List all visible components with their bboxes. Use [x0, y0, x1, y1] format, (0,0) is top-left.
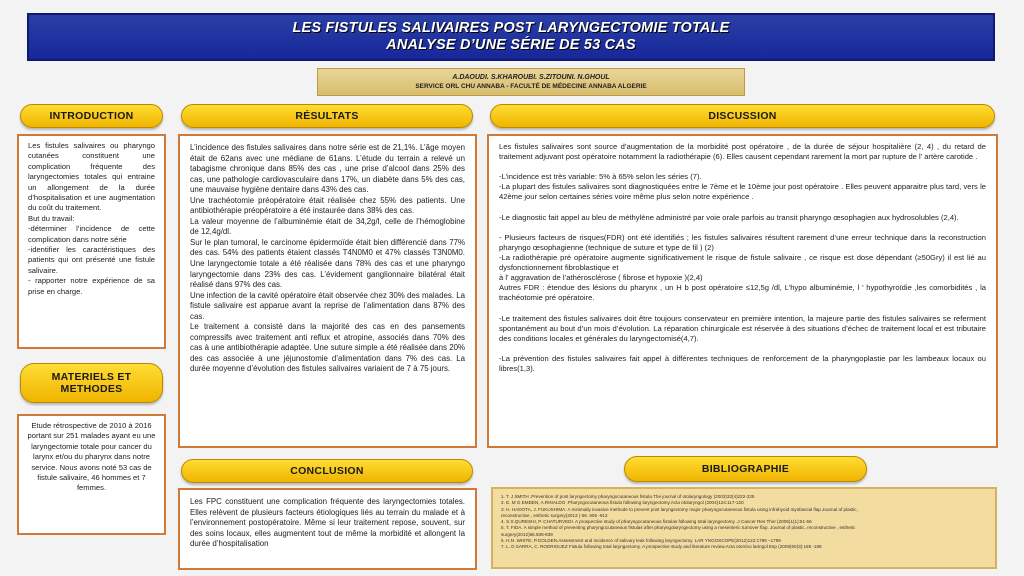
- discussion-box: [487, 134, 998, 448]
- conclusion-box: [178, 488, 477, 570]
- discussion-paragraph: -La radiothérapie pré opératoire augmente significativement le risque de fistule salivaire , ce risque est dose dépendant (≥50Gry) il est lié au dysfonctionnement fibroblastique et: [499, 253, 986, 273]
- intro-objective-3: - rapporter notre expérience de sa prise en charge.: [28, 276, 155, 296]
- discussion-paragraph: Les fistules salivaires sont source d’augmentation de la morbidité post opératoire , de la durée de séjour hospitalière (2, 4) , du retard de traitement adjuvant post opératoire notamment la radiothérapie (6). Elles causent cependant rarement la mort par rupture de l’ artère carotide .: [499, 142, 986, 162]
- bibliography-entry: 4. S.S.QURESHI, P. CHATURVEDI. A prospective study of pharyngocutaneous fistulas following total laryngectomy .J Cancer Res Ther (2005)1(1):51-56: [501, 519, 812, 525]
- introduction-text: [19, 136, 164, 301]
- discussion-paragraph: Autres FDR : étendue des lésions du pharynx , un H b post opératoire ≤12,5g /dl, L’hypo albuminémie, l ’ hypothyroïdie ,les comorbidités , la trachéotomie pré opératoire.: [499, 283, 986, 303]
- materiels-heading: [20, 363, 163, 403]
- resultats-paragraph: Une trachéotomie préopératoire était réalisée chez 55% des patients. Une antibiothérapie préopératoire a été instaurée dans 38% des cas.: [190, 195, 465, 216]
- resultats-paragraph: L’incidence des fistules salivaires dans notre série est de 21,1%. L’âge moyen était de 62ans avec une médiane de 61ans. L’étude du terrain a relevé un tabagisme chronique dans 85% des cas , une prise d’alcool dans 25% des cas, une pathologie cardiovasculaire dans 17%, un diabète dans 5% des cas, une mauvaise hygiène dentaire dans 43% des cas.: [190, 143, 465, 195]
- resultats-heading: [181, 104, 473, 128]
- bibliographie-box: [491, 487, 997, 569]
- intro-paragraph: Les fistules salivaires ou pharyngo cutanées constituent une complication fréquente des laryngectomies totales qui entraine un allongement de la durée d’hospitalisation et une augmentation du coût du traitement.: [28, 141, 155, 213]
- bibliography-entry: 1. T. J SMITH .Prevention of post laryngectomy pharyngocutaneous fistula.The journal of otolaryngology (2003)32(4)222-225: [501, 494, 755, 499]
- introduction-heading-label: INTRODUCTION: [49, 110, 134, 122]
- discussion-paragraph: -Le traitement des fistules salivaires doit être toujours conservateur en première intention, la majeure partie des fistules salivaires se referment spontanément au bout d’un mois d’évolution. La réparation chirurgicale est réservée à des situations d’échec de traitement local et est tributaire des conditions locales et générales du laryngectomisé(4,7).: [499, 313, 986, 343]
- introduction-box: [17, 134, 166, 349]
- discussion-heading-label: DISCUSSION: [708, 110, 777, 122]
- discussion-text: [489, 136, 996, 378]
- poster-title-banner: [27, 13, 995, 61]
- poster-title-line2: ANALYSE D’UNE SÉRIE DE 53 CAS: [386, 37, 636, 53]
- materiels-heading-line1: MATERIELS ET: [51, 371, 132, 383]
- bibliography-entry: 5. T. FIDA. A simple method of preventing pharyngocutaneous fistulas after pharyngolaryngectomy using a mesenteric turnover flap. Journal of plastic, reconstructive , esthetic: [501, 525, 856, 531]
- resultats-heading-label: RÉSULTATS: [295, 110, 359, 122]
- materiels-text: Etude rétrospective de 2010 à 2016 portant sur 251 malades ayant eu une laryngectomie totale pour cancer du larynx et/ou du pharynx dans notre service. Nous avons noté 53 cas de fistule salivaire, 46 hommes et 7 femmes.: [27, 421, 156, 493]
- intro-objective-2: -identifier les caractéristiques des patients qui ont présenté une fistule salivaire.: [28, 245, 155, 275]
- bibliography-entry: 2. E. M G EMDEN, A.RINALDO .Pharyngocutaneous fistula following laryngectomy.Acta otolaryngol (2004)124:117-120: [501, 500, 744, 506]
- bibliographie-heading: [624, 456, 867, 482]
- discussion-paragraph: -La prévention des fistules salivaires fait appel à différentes techniques de renforcement de la pharyngoplastie par les lambeaux locaux ou libres(1,3).: [499, 353, 986, 374]
- author-names: A.DAOUDI. S.KHAROUBI. S.ZITOUNI. N.GHOUL: [452, 74, 610, 81]
- intro-objective-heading: But du travail:: [28, 213, 75, 223]
- bibliography-entry: 3. H. HADOTA, J. FUKUSHIMA. A minimally invasive methode to prevent post laryngectomy major pharyngocutaneous fistula using infrahyoid myofascial flap.Journal of plastic,: [501, 506, 858, 512]
- author-affiliation: SERVICE ORL CHU ANNABA - FACULTÉ DE MÉDECINE ANNABA ALGERIE: [415, 83, 647, 90]
- introduction-heading: [20, 104, 163, 128]
- discussion-heading: [490, 104, 995, 128]
- resultats-text: [180, 136, 475, 379]
- materiels-box: [17, 414, 166, 535]
- discussion-paragraph: à l’ aggravation de l’athérosclérose ( fibrose et hypoxie )(2,4): [499, 273, 703, 283]
- bibliographie-heading-label: BIBLIOGRAPHIE: [701, 463, 790, 475]
- conclusion-heading: [181, 459, 473, 483]
- conclusion-text: Les FPC constituent une complication fréquente des laryngectomies totales. Elles relèvent de plusieurs facteurs étiologiques liés au terrain du malade et à l’environnement postopératoire. Même si leur traitement repose, souvent, sur des soins locaux, elles augmentent tout de même la morbidité et allongent la durée d’hospitalisation: [190, 497, 465, 549]
- materiels-heading-line2: METHODES: [60, 383, 123, 395]
- resultats-paragraph: Sur le plan tumoral, le carcinome épidermoïde était bien différencié dans 77% des cas. 54% des patients étaient classés T4N0M0 et 47% classés T3N0M0. Une laryngectomie totale a été réalisée dans 78% des cas et une pharyngo laryngectomie dans 23% des cas. L’évidement ganglionnaire bilatéral était réalisé dans 97% des cas.: [190, 237, 465, 290]
- resultats-paragraph: La valeur moyenne de l’albuminémie était de 34,2g/l, celle de l’hémoglobine de 12,4g/dl.: [190, 216, 465, 237]
- discussion-paragraph: - Plusieurs facteurs de risques(FDR) ont été identifiés ; les fistules salivaires résultent rarement d’une erreur technique dans la reconstruction pharyngo œsophagienne (technique de suture et type de fil ) (2): [499, 232, 986, 252]
- resultats-box: [178, 134, 477, 448]
- bibliography-entry: reconstructive , esthetic surgery(2013 ) 66. 906 -913: [501, 512, 608, 518]
- discussion-paragraph: -La plupart des fistules salivaires sont diagnostiquées entre le 7ème et le 10ème jour post opératoire . Elles peuvent apparaitre plus tard, vers le 42ème jour selon certaines séries voire même plus selon notre expérience .: [499, 182, 986, 202]
- conclusion-heading-label: CONCLUSION: [290, 465, 364, 477]
- resultats-paragraph: Une infection de la cavité opératoire était observée chez 30% des malades. La fistule salivaire est apparue avant la reprise de l’alimentation dans 87% des cas.: [190, 290, 465, 321]
- intro-objective-1: -déterminer l’incidence de cette complication dans notre série: [28, 224, 155, 244]
- bibliography-list: [493, 489, 995, 554]
- bibliography-entry: 6. H.N .WHITE, P.GOLDEN.Assessment and incidence of salivary leak following laryngectomy. LAR YNGOSCOPE(2012)122:1796 –1799: [501, 538, 781, 544]
- resultats-paragraph: Le traitement a consisté dans la majorité des cas en des pansements compressifs avec traitement anti reflux et atropine, associés dans 70% des cas à une antibiothérapie adaptée. Une suture simple a été réalisée dans 20% des cas associée à une jéjunostomie d’alimentation dans 7% des cas. La durée moyenne d’évolution des fistules salivaires variaient de 7 à 75 jours.: [190, 322, 465, 374]
- discussion-paragraph: -Le diagnostic fait appel au bleu de méthylène administré par voie orale parfois au transit pharyngo œsophagien aux hydrosolubles (2,4).: [499, 212, 959, 222]
- poster-title-line1: LES FISTULES SALIVAIRES POST LARYNGECTOMIE TOTALE: [292, 20, 730, 36]
- bibliography-entry: 7. L. D SARRA, C. RODRIGUEZ Fistula following total laryngectomy. A prospective study and literature review.Acta otorrino laringol Esp (2009)60(3):186 -189: [501, 544, 822, 550]
- discussion-paragraph: -L’incidence est très variable: 5% à 65% selon les séries (7).: [499, 172, 702, 182]
- authors-banner: [317, 68, 745, 96]
- bibliography-entry: surgery(2012)65.836-839: [501, 531, 553, 537]
